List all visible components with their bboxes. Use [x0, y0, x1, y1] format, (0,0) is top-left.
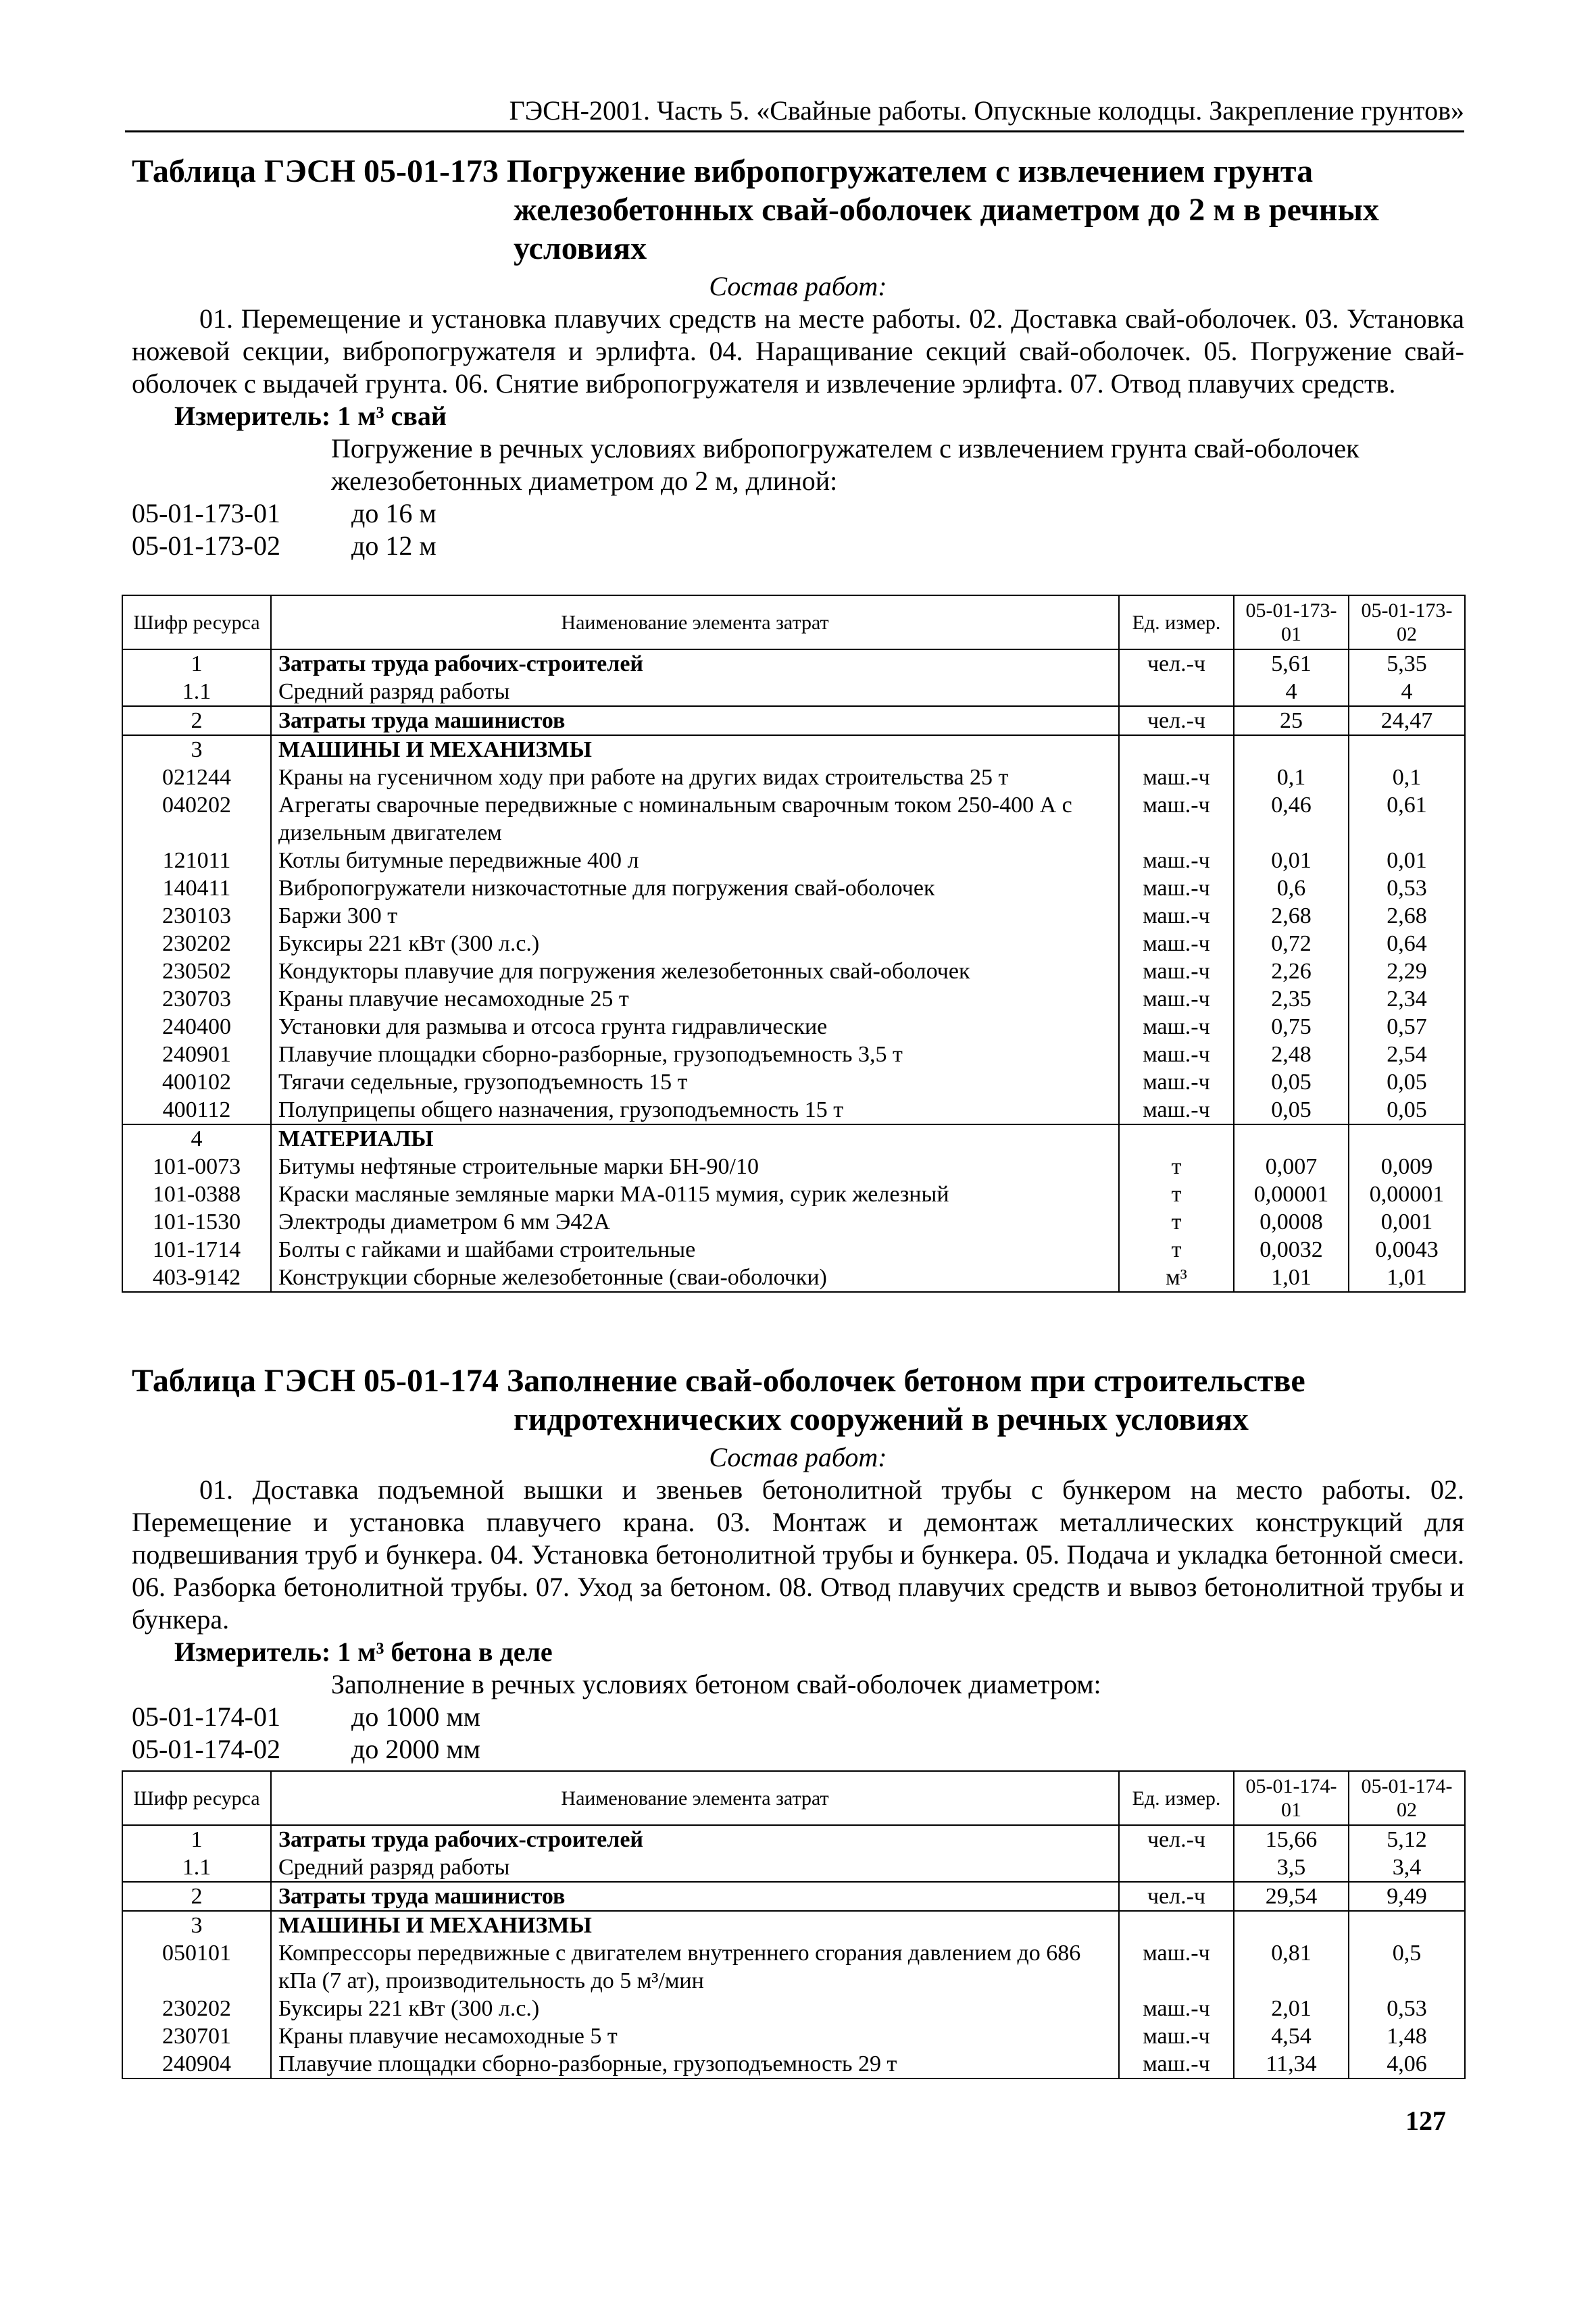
- cell-value-2: 2,54: [1349, 1041, 1465, 1068]
- cell-unit: маш.-ч: [1119, 1995, 1234, 2022]
- cell-code: 1.1: [122, 678, 271, 706]
- col-header-unit: Ед. измер.: [1119, 595, 1234, 649]
- col-header-name: Наименование элемента затрат: [271, 595, 1119, 649]
- cell-name: Полуприцепы общего назначения, грузоподъемность 15 т: [271, 1096, 1119, 1124]
- variant-code: 05-01-173-02: [132, 530, 280, 561]
- cell-unit: т: [1119, 1153, 1234, 1180]
- table-174-meter: Измеритель: 1 м³ бетона в деле: [174, 1637, 553, 1667]
- cell-value-1: [1234, 1911, 1349, 1939]
- running-header: ГЭСН-2001. Часть 5. «Свайные работы. Опускные колодцы. Закрепление грунтов»: [125, 95, 1464, 132]
- cell-name: МАТЕРИАЛЫ: [271, 1124, 1119, 1153]
- cell-code: 230701: [122, 2022, 271, 2050]
- cell-code: 400102: [122, 1068, 271, 1096]
- table-row: [122, 902, 1465, 930]
- cell-value-2: 2,68: [1349, 902, 1465, 930]
- table-row: [122, 874, 1465, 902]
- cell-code: 050101: [122, 1939, 271, 1995]
- cell-value-1: [1234, 735, 1349, 764]
- cell-value-2: 0,53: [1349, 1995, 1465, 2022]
- cost-table-174: [122, 1770, 1466, 2079]
- table-174-variant-intro: Заполнение в речных условиях бетоном свай-оболочек диаметром:: [331, 1669, 1101, 1699]
- table-row: [122, 791, 1465, 847]
- cell-value-1: 4,54: [1234, 2022, 1349, 2050]
- cell-value-2: 0,009: [1349, 1153, 1465, 1180]
- table-header-row: [122, 595, 1465, 649]
- cell-name: Затраты труда машинистов: [271, 1882, 1119, 1911]
- cell-unit: [1119, 1911, 1234, 1939]
- table-row: [122, 1041, 1465, 1068]
- cell-name: Затраты труда рабочих-строителей: [271, 1825, 1119, 1853]
- cell-name: Краны плавучие несамоходные 5 т: [271, 2022, 1119, 2050]
- cell-value-2: 0,001: [1349, 1208, 1465, 1236]
- table-row: [122, 1068, 1465, 1096]
- table-row: [122, 1153, 1465, 1180]
- cell-name: Компрессоры передвижные с двигателем внутреннего сгорания давлением до 686 кПа (7 ат), производительность до 5 м³/мин: [271, 1939, 1119, 1995]
- cell-code: 240400: [122, 1013, 271, 1041]
- cell-code: 230202: [122, 930, 271, 957]
- cell-name: Плавучие площадки сборно-разборные, грузоподъемность 3,5 т: [271, 1041, 1119, 1068]
- cell-unit: т: [1119, 1180, 1234, 1208]
- table-header-row: [122, 1771, 1465, 1825]
- table-173-title: Таблица ГЭСН 05-01-173 Погружение вибропогружателем с извлечением грунта железобетонных свай-оболочек диаметром до 2 м в речных условиях: [132, 153, 1379, 266]
- table-row: [122, 930, 1465, 957]
- table-173-variants: [132, 432, 1464, 562]
- cell-value-1: 2,35: [1234, 985, 1349, 1013]
- cell-value-2: 0,05: [1349, 1068, 1465, 1096]
- cell-name: Тягачи седельные, грузоподъемность 15 т: [271, 1068, 1119, 1096]
- table-173-variant-intro: Погружение в речных условиях вибропогружателем с извлечением грунта свай-оболочек железобетонных диаметром до 2 м, длиной:: [331, 433, 1360, 496]
- cell-value-1: 0,01: [1234, 847, 1349, 874]
- cell-unit: маш.-ч: [1119, 930, 1234, 957]
- cell-unit: чел.-ч: [1119, 649, 1234, 678]
- cell-unit: т: [1119, 1208, 1234, 1236]
- variant-code: 05-01-174-01: [132, 1701, 280, 1732]
- cell-code: 2: [122, 1882, 271, 1911]
- cell-value-2: 0,53: [1349, 874, 1465, 902]
- cell-name: Буксиры 221 кВт (300 л.с.): [271, 1995, 1119, 2022]
- cell-unit: маш.-ч: [1119, 2022, 1234, 2050]
- table-row: [122, 678, 1465, 706]
- cell-unit: [1119, 735, 1234, 764]
- cell-unit: маш.-ч: [1119, 791, 1234, 847]
- cell-name: Краски масляные земляные марки МА-0115 мумия, сурик железный: [271, 1180, 1119, 1208]
- table-174-body: [122, 1825, 1465, 2078]
- cell-unit: маш.-ч: [1119, 1041, 1234, 1068]
- table-group-row: [122, 1825, 1465, 1853]
- cell-unit: чел.-ч: [1119, 1882, 1234, 1911]
- cell-value-2: 5,12: [1349, 1825, 1465, 1853]
- table-row: [122, 2050, 1465, 2078]
- cell-value-1: 2,48: [1234, 1041, 1349, 1068]
- table-group-row: [122, 706, 1465, 735]
- cell-value-1: 15,66: [1234, 1825, 1349, 1853]
- cell-value-2: 24,47: [1349, 706, 1465, 735]
- table-173-section: [132, 152, 1464, 562]
- cell-code: 230502: [122, 957, 271, 985]
- variant-code: 05-01-174-02: [132, 1734, 280, 1764]
- cell-value-1: 1,01: [1234, 1264, 1349, 1292]
- cell-value-1: 2,01: [1234, 1995, 1349, 2022]
- col-header-variant-2: 05-01-174-02: [1349, 1771, 1465, 1825]
- cell-name: Буксиры 221 кВт (300 л.с.): [271, 930, 1119, 957]
- cell-unit: маш.-ч: [1119, 957, 1234, 985]
- cell-name: МАШИНЫ И МЕХАНИЗМЫ: [271, 735, 1119, 764]
- table-173-subhead: Состав работ:: [709, 271, 887, 301]
- cell-code: 1: [122, 1825, 271, 1853]
- cell-value-2: 0,5: [1349, 1939, 1465, 1995]
- cell-value-1: 0,05: [1234, 1068, 1349, 1096]
- table-group-row: [122, 1124, 1465, 1153]
- cell-value-1: 0,72: [1234, 930, 1349, 957]
- page-number: 127: [1405, 2106, 1446, 2136]
- cell-unit: [1119, 1124, 1234, 1153]
- table-row: [122, 985, 1465, 1013]
- cell-value-2: 1,01: [1349, 1264, 1465, 1292]
- cell-value-1: 2,26: [1234, 957, 1349, 985]
- cell-unit: [1119, 1853, 1234, 1882]
- cell-code: 230202: [122, 1995, 271, 2022]
- cell-code: 121011: [122, 847, 271, 874]
- cell-name: Средний разряд работы: [271, 678, 1119, 706]
- cell-value-2: 0,01: [1349, 847, 1465, 874]
- table-row: [122, 1995, 1465, 2022]
- table-group-row: [122, 735, 1465, 764]
- cell-value-1: 0,007: [1234, 1153, 1349, 1180]
- variant-text: до 1000 мм: [351, 1701, 480, 1732]
- cell-unit: [1119, 678, 1234, 706]
- cell-code: 040202: [122, 791, 271, 847]
- cell-code: 3: [122, 735, 271, 764]
- cell-value-2: 0,64: [1349, 930, 1465, 957]
- cell-value-2: 2,29: [1349, 957, 1465, 985]
- variant-text: до 12 м: [351, 530, 437, 561]
- variant-row: [132, 1701, 1464, 1733]
- cell-value-1: 0,6: [1234, 874, 1349, 902]
- table-173-description: 01. Перемещение и установка плавучих средств на месте работы. 02. Доставка свай-оболочек. 03. Установка ножевой секции, вибропогружателя и эрлифта. 04. Наращивание секций свай-оболочек. 05. Погружение свай-оболочек с выдачей грунта. 06. Снятие вибропогружателя и извлечение эрлифта. 07. Отвод плавучих средств.: [132, 303, 1464, 399]
- cell-name: Затраты труда машинистов: [271, 706, 1119, 735]
- cell-unit: т: [1119, 1236, 1234, 1264]
- cell-name: Болты с гайками и шайбами строительные: [271, 1236, 1119, 1264]
- table-row: [122, 847, 1465, 874]
- cell-value-2: [1349, 1911, 1465, 1939]
- cell-value-1: 0,75: [1234, 1013, 1349, 1041]
- cell-value-2: [1349, 735, 1465, 764]
- cell-name: Установки для размыва и отсоса грунта гидравлические: [271, 1013, 1119, 1041]
- cell-name: МАШИНЫ И МЕХАНИЗМЫ: [271, 1911, 1119, 1939]
- cell-code: 101-1530: [122, 1208, 271, 1236]
- cell-value-2: 0,57: [1349, 1013, 1465, 1041]
- variant-text: до 2000 мм: [351, 1734, 480, 1764]
- cell-value-2: 0,00001: [1349, 1180, 1465, 1208]
- cell-value-1: 0,0032: [1234, 1236, 1349, 1264]
- cell-value-2: 4: [1349, 678, 1465, 706]
- cell-unit: маш.-ч: [1119, 1939, 1234, 1995]
- cell-value-2: 2,34: [1349, 985, 1465, 1013]
- cell-unit: маш.-ч: [1119, 1096, 1234, 1124]
- cell-code: 140411: [122, 874, 271, 902]
- cell-unit: м³: [1119, 1264, 1234, 1292]
- cell-value-1: 25: [1234, 706, 1349, 735]
- cell-name: Агрегаты сварочные передвижные с номинальным сварочным током 250-400 А с дизельным двигателем: [271, 791, 1119, 847]
- cell-value-1: 0,46: [1234, 791, 1349, 847]
- variant-row: [132, 497, 1464, 530]
- table-row: [122, 1180, 1465, 1208]
- table-174-description: 01. Доставка подъемной вышки и звеньев бетонолитной трубы с бункером на место работы. 02. Перемещение и установка плавучего крана. 03. Монтаж и демонтаж металлических конструкций для подвешивания труб и бункера. 04. Установка бетонолитной трубы и бункера. 05. Подача и укладка бетонной смеси. 06. Разборка бетонолитной трубы. 07. Уход за бетоном. 08. Отвод плавучих средств и вывоз бетонолитной трубы и бункера.: [132, 1474, 1464, 1635]
- cell-value-1: 0,05: [1234, 1096, 1349, 1124]
- variant-row: [132, 1733, 1464, 1766]
- cell-code: 101-0388: [122, 1180, 271, 1208]
- cell-value-2: 0,0043: [1349, 1236, 1465, 1264]
- table-row: [122, 764, 1465, 791]
- cell-code: 101-1714: [122, 1236, 271, 1264]
- table-row: [122, 1853, 1465, 1882]
- table-row: [122, 1096, 1465, 1124]
- table-row: [122, 957, 1465, 985]
- col-header-code: Шифр ресурса: [122, 1771, 271, 1825]
- table-174-title: Таблица ГЭСН 05-01-174 Заполнение свай-оболочек бетоном при строительстве гидротехнических сооружений в речных условиях: [132, 1363, 1305, 1437]
- cell-code: 403-9142: [122, 1264, 271, 1292]
- col-header-variant-1: 05-01-174-01: [1234, 1771, 1349, 1825]
- col-header-variant-2: 05-01-173-02: [1349, 595, 1465, 649]
- cell-code: 230103: [122, 902, 271, 930]
- cell-value-2: 9,49: [1349, 1882, 1465, 1911]
- cell-code: 101-0073: [122, 1153, 271, 1180]
- cell-value-1: 0,81: [1234, 1939, 1349, 1995]
- cell-code: 1.1: [122, 1853, 271, 1882]
- cell-code: 4: [122, 1124, 271, 1153]
- table-group-row: [122, 1882, 1465, 1911]
- table-group-row: [122, 649, 1465, 678]
- cell-code: 230703: [122, 985, 271, 1013]
- table-174-subhead: Состав работ:: [709, 1442, 887, 1472]
- col-header-unit: Ед. измер.: [1119, 1771, 1234, 1825]
- cell-unit: маш.-ч: [1119, 985, 1234, 1013]
- variant-text: до 16 м: [351, 498, 437, 528]
- cell-name: Баржи 300 т: [271, 902, 1119, 930]
- cell-name: Краны плавучие несамоходные 25 т: [271, 985, 1119, 1013]
- table-row: [122, 1939, 1465, 1995]
- cell-value-2: 1,48: [1349, 2022, 1465, 2050]
- table-group-row: [122, 1911, 1465, 1939]
- cell-value-1: 4: [1234, 678, 1349, 706]
- cell-name: Средний разряд работы: [271, 1853, 1119, 1882]
- col-header-variant-1: 05-01-173-01: [1234, 595, 1349, 649]
- cell-code: 2: [122, 706, 271, 735]
- cell-unit: маш.-ч: [1119, 1013, 1234, 1041]
- variant-code: 05-01-173-01: [132, 498, 280, 528]
- table-row: [122, 1264, 1465, 1292]
- cell-name: Битумы нефтяные строительные марки БН-90/10: [271, 1153, 1119, 1180]
- cell-value-1: 0,00001: [1234, 1180, 1349, 1208]
- cell-code: 240901: [122, 1041, 271, 1068]
- cell-name: Краны на гусеничном ходу при работе на других видах строительства 25 т: [271, 764, 1119, 791]
- table-174-section: [132, 1362, 1464, 1766]
- cell-name: Электроды диаметром 6 мм Э42А: [271, 1208, 1119, 1236]
- cell-value-1: 0,1: [1234, 764, 1349, 791]
- cell-value-1: 11,34: [1234, 2050, 1349, 2078]
- cell-value-2: 0,1: [1349, 764, 1465, 791]
- cell-unit: маш.-ч: [1119, 847, 1234, 874]
- cell-code: 1: [122, 649, 271, 678]
- cell-value-2: 5,35: [1349, 649, 1465, 678]
- cell-name: Котлы битумные передвижные 400 л: [271, 847, 1119, 874]
- cell-value-1: 5,61: [1234, 649, 1349, 678]
- table-173-meter: Измеритель: 1 м³ свай: [174, 401, 447, 431]
- cell-value-2: [1349, 1124, 1465, 1153]
- cell-code: 400112: [122, 1096, 271, 1124]
- cost-table-173: [122, 595, 1466, 1293]
- cell-unit: маш.-ч: [1119, 902, 1234, 930]
- cell-unit: маш.-ч: [1119, 1068, 1234, 1096]
- cell-name: Плавучие площадки сборно-разборные, грузоподъемность 29 т: [271, 2050, 1119, 2078]
- variant-row: [132, 530, 1464, 562]
- cell-value-1: 3,5: [1234, 1853, 1349, 1882]
- cell-unit: чел.-ч: [1119, 706, 1234, 735]
- col-header-code: Шифр ресурса: [122, 595, 271, 649]
- cell-value-1: [1234, 1124, 1349, 1153]
- cell-value-1: 29,54: [1234, 1882, 1349, 1911]
- table-174-variants: [132, 1668, 1464, 1766]
- cell-unit: чел.-ч: [1119, 1825, 1234, 1853]
- cell-value-2: 0,61: [1349, 791, 1465, 847]
- table-row: [122, 2022, 1465, 2050]
- cell-unit: маш.-ч: [1119, 2050, 1234, 2078]
- cell-name: Затраты труда рабочих-строителей: [271, 649, 1119, 678]
- table-173-body: [122, 649, 1465, 1292]
- cell-name: Вибропогружатели низкочастотные для погружения свай-оболочек: [271, 874, 1119, 902]
- col-header-name: Наименование элемента затрат: [271, 1771, 1119, 1825]
- cell-value-2: 4,06: [1349, 2050, 1465, 2078]
- cell-value-1: 0,0008: [1234, 1208, 1349, 1236]
- cell-code: 240904: [122, 2050, 271, 2078]
- cell-code: 3: [122, 1911, 271, 1939]
- cell-value-2: 3,4: [1349, 1853, 1465, 1882]
- cell-name: Кондукторы плавучие для погружения железобетонных свай-оболочек: [271, 957, 1119, 985]
- cell-value-1: 2,68: [1234, 902, 1349, 930]
- cell-value-2: 0,05: [1349, 1096, 1465, 1124]
- table-row: [122, 1236, 1465, 1264]
- table-row: [122, 1013, 1465, 1041]
- cell-unit: маш.-ч: [1119, 874, 1234, 902]
- cell-code: 021244: [122, 764, 271, 791]
- table-row: [122, 1208, 1465, 1236]
- cell-name: Конструкции сборные железобетонные (сваи-оболочки): [271, 1264, 1119, 1292]
- cell-unit: маш.-ч: [1119, 764, 1234, 791]
